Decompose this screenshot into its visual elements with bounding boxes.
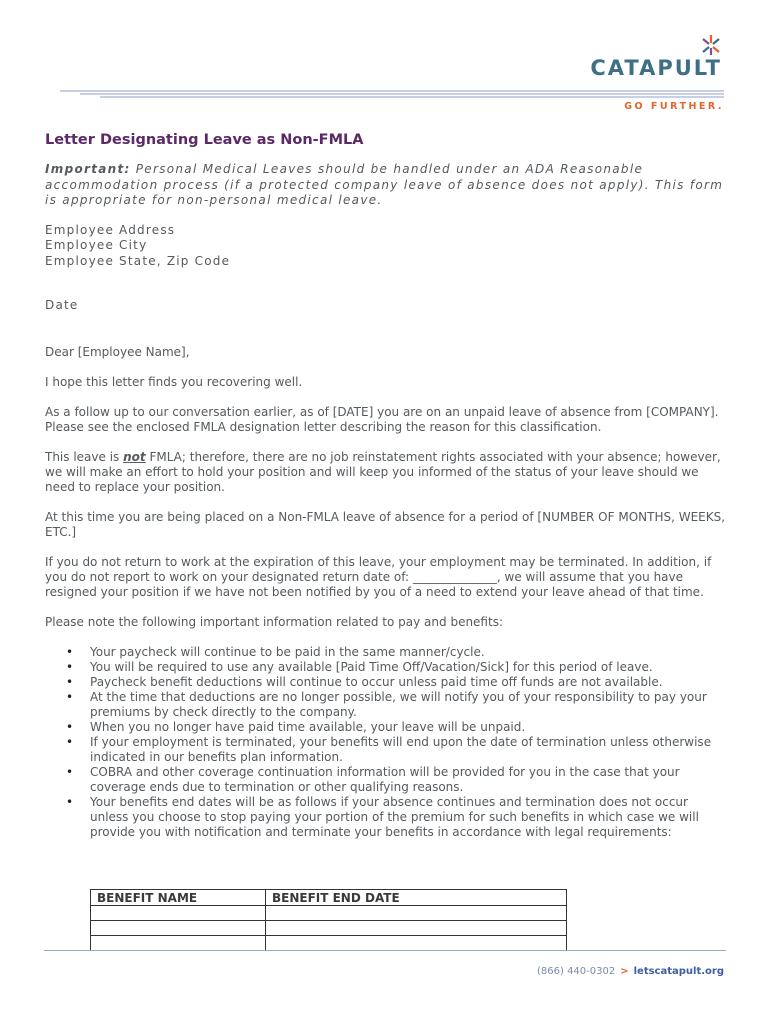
table-cell (91, 906, 266, 921)
table-cell (91, 936, 266, 951)
table-header-row (91, 890, 567, 906)
logo-wordmark: CATAPULT (590, 56, 722, 80)
important-text: Personal Medical Leaves should be handled under an ADA Reasonable accommodation process (if a protected company leave of absence does not apply). This form is appropriate for non-personal medical leave. (45, 162, 724, 207)
benefits-list (45, 645, 730, 840)
paragraph-3-end: FMLA; therefore, there are no job reinstatement rights associated with your absence; however, we will make an effort to hold your position and will keep you informed of the status of your leave should we need to replace your position. (45, 450, 721, 494)
header-divider (60, 88, 724, 100)
table-row (91, 921, 567, 936)
list-item: • COBRA and other coverage continuation information will be provided for you in the case that your coverage ends due to termination or other qualifying reasons. (90, 765, 730, 795)
employee-address-block (45, 223, 730, 270)
footer-divider (44, 950, 726, 951)
paragraph-3-start: This leave is (45, 450, 124, 464)
paragraph-3 (45, 450, 730, 495)
column-header-benefit-end-date: BENEFIT END DATE (266, 890, 567, 906)
tagline: GO FURTHER. (624, 101, 724, 112)
list-item: • When you no longer have paid time available, your leave will be unpaid. (90, 720, 730, 735)
salutation: Dear [Employee Name], (45, 345, 190, 359)
list-item: • You will be required to use any available [Paid Time Off/Vacation/Sick] for this period of leave. (90, 660, 730, 675)
date-line: Date (45, 298, 79, 312)
catapult-logo (582, 34, 722, 82)
table-cell (266, 921, 567, 936)
footer-contact (537, 966, 724, 977)
table-cell (91, 921, 266, 936)
paragraph-5: If you do not return to work at the expiration of this leave, your employment may be terminated. In addition, if you do not report to work on your designated return date of: ______________, we will assume that you have resigned your position if we have not been notified by you of a need to extend your leave ahead of that time. (45, 555, 712, 599)
paragraph-4: At this time you are being placed on a Non-FMLA leave of absence for a period of [NUMBER OF MONTHS, WEEKS, ETC.] (45, 510, 726, 539)
table-cell (266, 936, 567, 951)
paragraph-2: As a follow up to our conversation earlier, as of [DATE] you are on an unpaid leave of absence from [COMPANY]. Please see the enclosed FMLA designation letter describing the reason for this classification. (45, 405, 719, 434)
list-item: • Your benefits end dates will be as follows if your absence continues and termination does not occur unless you choose to stop paying your portion of the premium for such benefits in which case we will provide you with notification and terminate your benefits in accordance with legal requirements: (90, 795, 730, 840)
important-note (45, 162, 730, 209)
important-label: Important: (45, 162, 131, 176)
column-header-benefit-name: BENEFIT NAME (91, 890, 266, 906)
city-line: Employee City (45, 238, 148, 252)
starburst-logo-icon (700, 34, 722, 56)
not-emphasis: not (123, 450, 146, 464)
benefit-end-date-table (90, 889, 567, 951)
paragraph-1: I hope this letter finds you recovering well. (45, 375, 303, 389)
state-zip-line: Employee State, Zip Code (45, 253, 231, 268)
paragraph-6: Please note the following important information related to pay and benefits: (45, 615, 503, 629)
table-cell (266, 906, 567, 921)
list-item: • At the time that deductions are no longer possible, we will notify you of your responsibility to pay your premiums by check directly to the company. (90, 690, 730, 720)
list-item: • Paycheck benefit deductions will continue to occur unless paid time off funds are not available. (90, 675, 730, 690)
footer-phone: (866) 440-0302 (537, 966, 616, 977)
footer-separator: > (620, 966, 629, 977)
table-row (91, 936, 567, 951)
footer-website-link[interactable]: letscatapult.org (633, 966, 724, 977)
list-item: • Your paycheck will continue to be paid in the same manner/cycle. (90, 645, 730, 660)
letter-body (45, 131, 730, 848)
letter-title: Letter Designating Leave as Non-FMLA (45, 132, 364, 148)
list-item: • If your employment is terminated, your benefits will end upon the date of termination unless otherwise indicated in our benefits plan information. (90, 735, 730, 765)
address-line: Employee Address (45, 222, 176, 237)
table-row (91, 906, 567, 921)
